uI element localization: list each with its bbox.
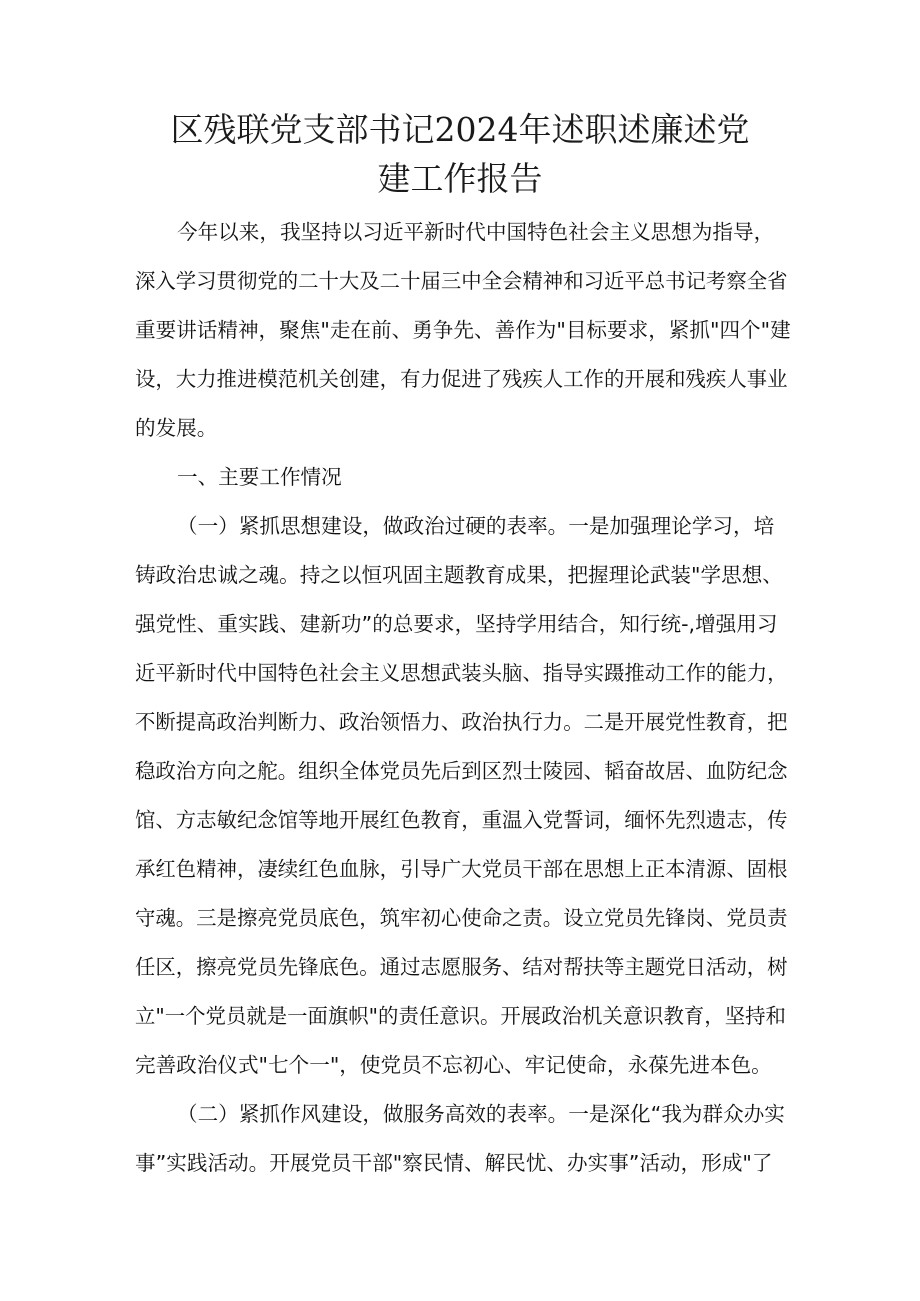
body-line-1: 今年以来，我坚持以习近平新时代中国特色社会主义思想为指导， (177, 220, 775, 244)
document-title-line-2: 建工作报告 (377, 159, 543, 198)
body-line-13: 馆、方志敏纪念馆等地开展红色教育，重温入党誓词，缅怀先烈遗志，传 (135, 808, 788, 832)
body-line-7: （一）紧抓思想建设，做政治过硬的表率。一是加强理论学习，培 (177, 514, 775, 538)
body-line-14: 承红色精神，凄续红色血脉，引导广大党员干部在思想上正本清源、固根 (135, 857, 788, 881)
body-line-11: 不断提高政治判断力、政治领悟力、政治执行力。二是开展党性教育，把 (135, 710, 788, 734)
body-line-18: 完善政治仪式"七个一"，使党员不忘初心、牢记使命，永葆先进本色。 (135, 1053, 772, 1077)
body-line-3: 重要讲话精神，聚焦"走在前、勇争先、善作为"目标要求，紧抓"四个"建 (135, 318, 791, 342)
document-title-line-1: 区残联党支部书记2024年述职述廉述党 (170, 110, 750, 149)
body-line-16: 任区，擦亮党员先锋底色。通过志愿服务、结对帮扶等主题党日活动，树 (135, 955, 788, 979)
body-line-9: 强党性、重实践、建新功”的总要求，坚持学用结合，知行统-,增强用习 (135, 612, 778, 636)
body-line-8: 铸政治忠诚之魂。持之以恒巩固主题教育成果，把握理论武装"学思想、 (135, 563, 783, 587)
body-line-5: 的发展。 (135, 416, 218, 440)
body-line-20: 事”实践活动。开展党员干部"察民情、解民忧、办实事”活动，形成"了 (135, 1151, 773, 1175)
body-line-4: 设，大力推进模范机关创建，有力促进了残疾人工作的开展和残疾人事业 (135, 367, 788, 391)
section-heading-main-work: 一、主要工作情况 (177, 465, 342, 489)
body-line-2: 深入学习贯彻党的二十大及二十届三中全会精神和习近平总书记考察全省 (135, 269, 788, 293)
body-line-10: 近平新时代中国特色社会主义思想武装头脑、指导实蹑推动工作的能力， (135, 661, 788, 685)
body-line-15: 守魂。三是擦亮党员底色，筑牢初心使命之责。设立党员先锋岗、党员责 (135, 906, 788, 930)
body-line-17: 立"一个党员就是一面旗帜"的责任意识。开展政治机关意识教育，坚持和 (135, 1004, 786, 1028)
body-line-12: 稳政治方向之舵。组织全体党员先后到区烈士陵园、韬奋故居、血防纪念 (135, 759, 788, 783)
body-line-19: （二）紧抓作风建设，做服务高效的表率。一是深化“我为群众办实 (177, 1102, 785, 1126)
